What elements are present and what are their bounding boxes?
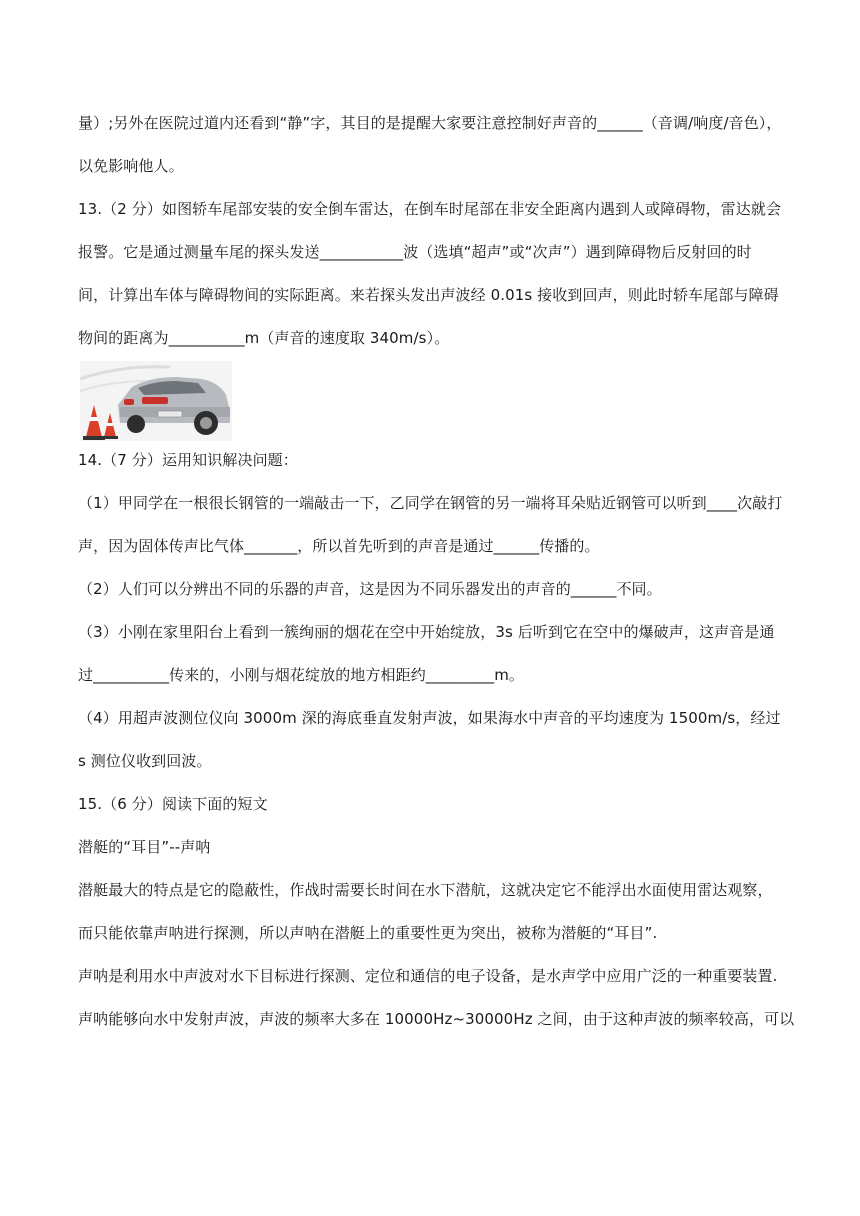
q14-part3-line: 过__________传来的，小刚与烟花绽放的地方相距约_________m。 <box>78 666 525 684</box>
article-text-line: 声呐是利用水中声波对水下目标进行探测、定位和通信的电子设备，是水声学中应用广泛的一种重要装置. <box>78 967 778 985</box>
q13-text-line: 报警。它是通过测量车尾的探头发送___________波（选填“超声”或“次声”）遇到障碍物后反射回的时 <box>78 243 752 261</box>
q14-part4-line: s 测位仪收到回波。 <box>78 752 212 770</box>
q12-text-line-end: 以免影响他人。 <box>78 157 184 175</box>
article-text-line: 声呐能够向水中发射声波，声波的频率大多在 10000Hz~30000Hz 之间，由于这种声波的频率较高，可以 <box>78 1010 795 1028</box>
article-text-line: 潜艇最大的特点是它的隐蔽性，作战时需要长时间在水下潜航，这就决定它不能浮出水面使用雷达观察， <box>78 881 773 899</box>
q14-part4-line: （4）用超声波测位仪向 3000m 深的海底垂直发射声波，如果海水中声音的平均速度为 1500m/s，经过 <box>78 709 781 727</box>
q13-text-line: 间，计算出车体与障碍物间的实际距离。来若探头发出声波经 0.01s 接收到回声，则此时轿车尾部与障碍 <box>78 286 779 304</box>
article-title: 潜艇的“耳目”--声呐 <box>78 838 211 856</box>
q14-part1-line: （1）甲同学在一根很长钢管的一端敲击一下，乙同学在钢管的另一端将耳朵贴近钢管可以听到____次敲打 <box>78 494 783 512</box>
q12-text-line: 量）;另外在医院过道内还看到“静”字，其目的是提醒大家要注意控制好声音的______（音调/响度/音色）， <box>78 114 782 132</box>
q13-text-line: 物间的距离为__________m（声音的速度取 340m/s）。 <box>78 329 450 347</box>
q14-part3-line: （3）小刚在家里阳台上看到一簇绚丽的烟花在空中开始绽放，3s 后听到它在空中的爆破声，这声音是通 <box>78 623 775 641</box>
car-rear-radar-image <box>80 361 232 441</box>
q14-part1-line: 声，因为固体传声比气体_______，所以首先听到的声音是通过______传播的。 <box>78 537 600 555</box>
q15-heading: 15.（6 分）阅读下面的短文 <box>78 795 268 813</box>
q14-heading: 14.（7 分）运用知识解决问题： <box>78 451 298 469</box>
document-page <box>78 112 795 1051</box>
q13-heading: 13.（2 分）如图轿车尾部安装的安全倒车雷达，在倒车时尾部在非安全距离内遇到人或障碍物，雷达就会 <box>78 200 782 218</box>
article-text-line: 而只能依靠声呐进行探测，所以声呐在潜艇上的重要性更为突出，被称为潜艇的“耳目”. <box>78 924 658 942</box>
q14-part2-line: （2）人们可以分辨出不同的乐器的声音，这是因为不同乐器发出的声音的______不同。 <box>78 580 662 598</box>
